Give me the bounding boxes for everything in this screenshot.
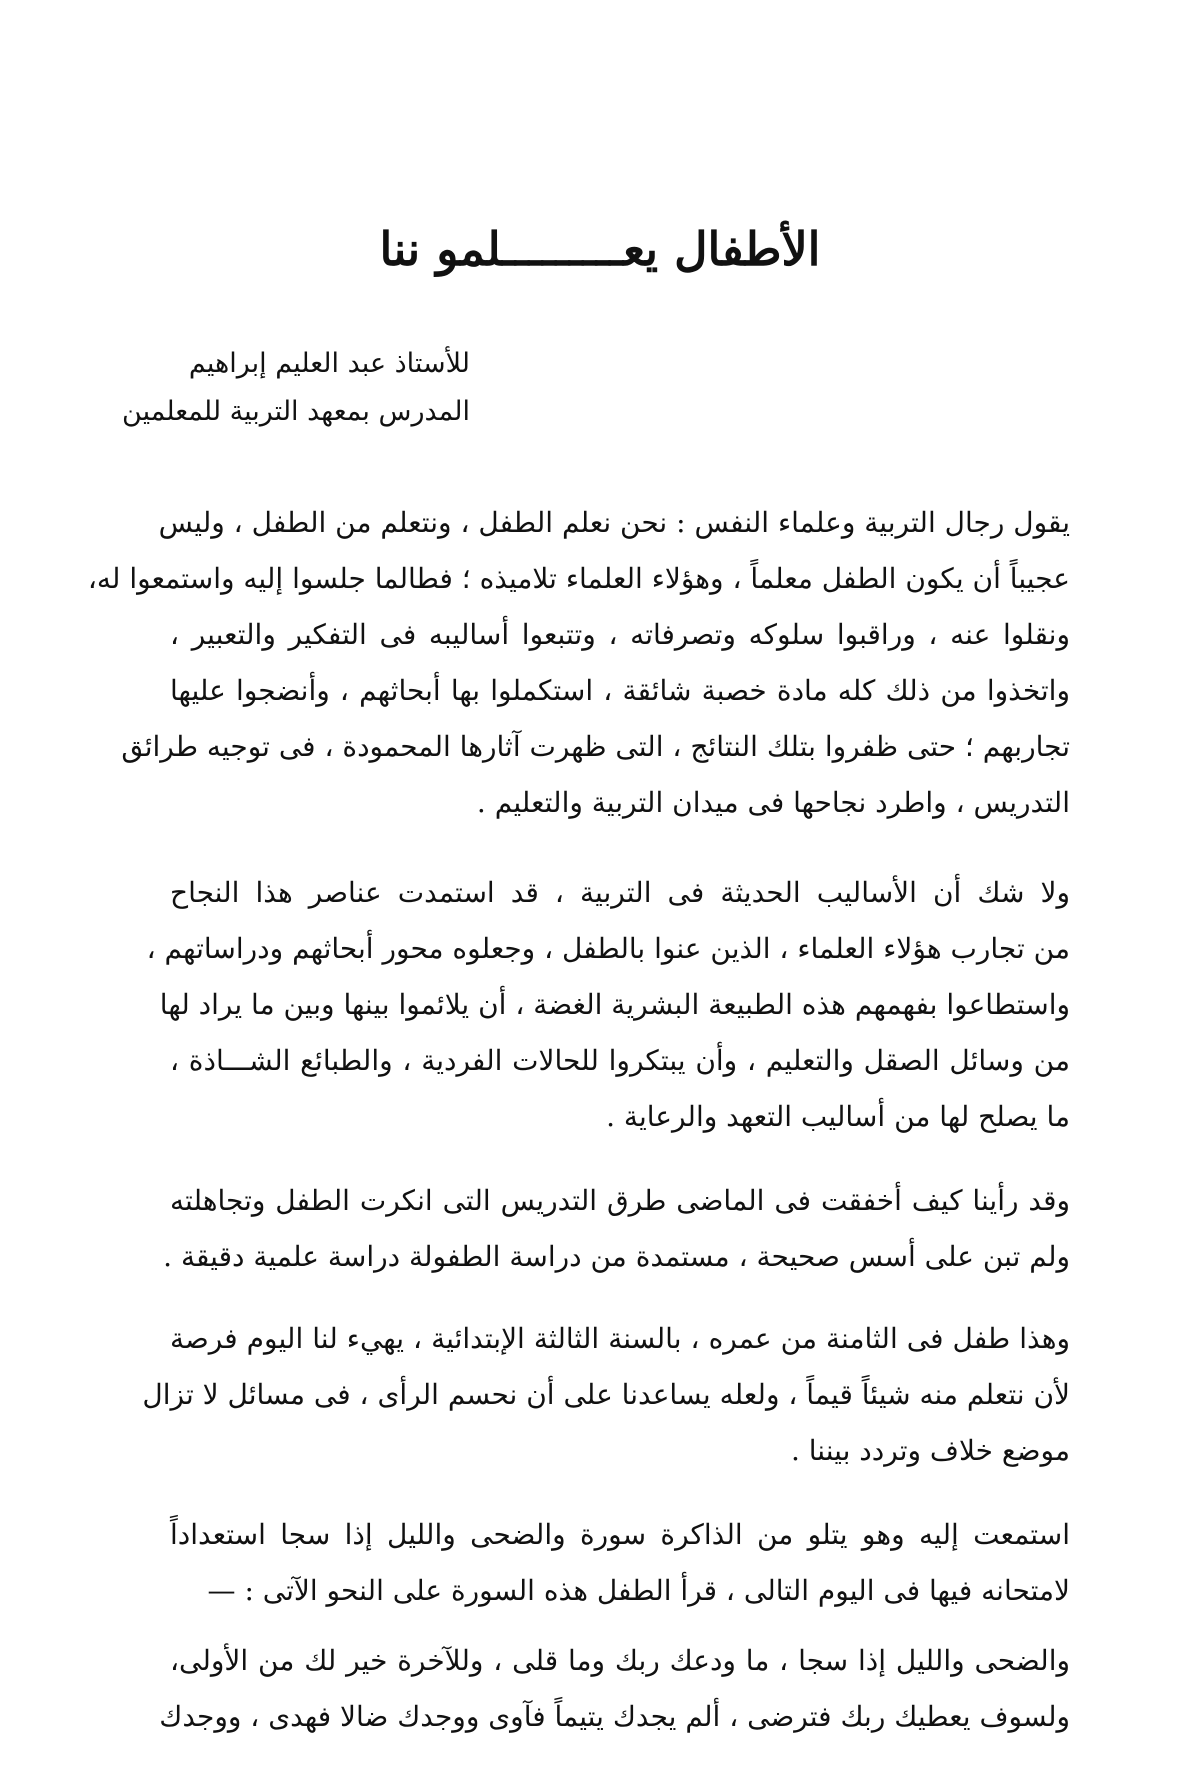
- text-line: وهذا طفل فى الثامنة من عمره ، بالسنة الثالثة الإبتدائية ، يهيء لنا اليوم فرصة: [170, 1322, 1070, 1355]
- paragraph: [87, 495, 1070, 831]
- text-line: التدريس ، واطرد نجاحها فى ميدان التربية والتعليم .: [476, 786, 1070, 819]
- article-body: [87, 495, 1070, 1775]
- article-title: الأطفال يعـــــــــلمو ننا: [379, 222, 821, 276]
- text-line: من وسائل الصقل والتعليم ، وأن يبتكروا للحالات الفردية ، والطبائع الشـــاذة ،: [170, 1044, 1070, 1077]
- byline: [90, 340, 470, 436]
- text-line: واتخذوا من ذلك كله مادة خصبة شائقة ، استكملوا بها أبحاثهم ، وأنضجوا عليها: [170, 674, 1070, 707]
- text-line: واستطاعوا بفهمهم هذه الطبيعة البشرية الغضة ، أن يلائموا بينها وبين ما يراد لها: [159, 988, 1070, 1021]
- text-line: ولم تبن على أسس صحيحة ، مستمدة من دراسة الطفولة دراسة علمية دقيقة .: [163, 1240, 1070, 1273]
- paragraph: [163, 1173, 1070, 1285]
- text-line: ولسوف يعطيك ربك فترضى ، ألم يجدك يتيماً فآوى ووجدك ضالا فهدى ، ووجدك: [159, 1700, 1070, 1733]
- paragraph: [159, 1633, 1070, 1745]
- text-line: وقد رأينا كيف أخفقت فى الماضى طرق التدريس التى انكرت الطفل وتجاهلته: [170, 1184, 1070, 1217]
- text-line: استمعت إليه وهو يتلو من الذاكرة سورة والضحى والليل إذا سجا استعداداً: [170, 1518, 1070, 1551]
- text-line: يقول رجال التربية وعلماء النفس : نحن نعلم الطفل ، ونتعلم من الطفل ، وليس: [158, 506, 1070, 539]
- text-line: والضحى والليل إذا سجا ، ما ودعك ربك وما قلى ، وللآخرة خير لك من الأولى،: [170, 1644, 1070, 1677]
- text-line: عجيباً أن يكون الطفل معلماً ، وهؤلاء العلماء تلاميذه ؛ فطالما جلسوا إليه واستمعوا له،: [87, 562, 1070, 595]
- text-line: ونقلوا عنه ، وراقبوا سلوكه وتصرفاته ، وتتبعوا أساليبه فى التفكير والتعبير ،: [170, 618, 1070, 651]
- text-line: من تجارب هؤلاء العلماء ، الذين عنوا بالطفل ، وجعلوه محور أبحاثهم ودراساتهم ،: [146, 932, 1070, 965]
- text-line: ما يصلح لها من أساليب التعهد والرعاية .: [606, 1100, 1070, 1133]
- text-line: موضع خلاف وتردد بيننا .: [790, 1434, 1070, 1467]
- paragraph: [146, 865, 1070, 1145]
- text-line: لأن نتعلم منه شيئاً قيماً ، ولعله يساعدنا على أن نحسم الرأى ، فى مسائل لا تزال: [142, 1378, 1070, 1411]
- author-name: للأستاذ عبد العليم إبراهيم: [188, 348, 470, 379]
- text-line: لامتحانه فيها فى اليوم التالى ، قرأ الطفل هذه السورة على النحو الآتى : —: [207, 1574, 1070, 1607]
- paragraph: [170, 1507, 1070, 1619]
- text-line: تجاربهم ؛ حتى ظفروا بتلك النتائج ، التى ظهرت آثارها المحمودة ، فى توجيه طرائق: [121, 730, 1070, 763]
- author-affiliation: المدرس بمعهد التربية للمعلمين: [122, 396, 470, 427]
- text-line: ولا شك أن الأساليب الحديثة فى التربية ، قد استمدت عناصر هذا النجاح: [170, 876, 1070, 909]
- paragraph: [142, 1311, 1070, 1479]
